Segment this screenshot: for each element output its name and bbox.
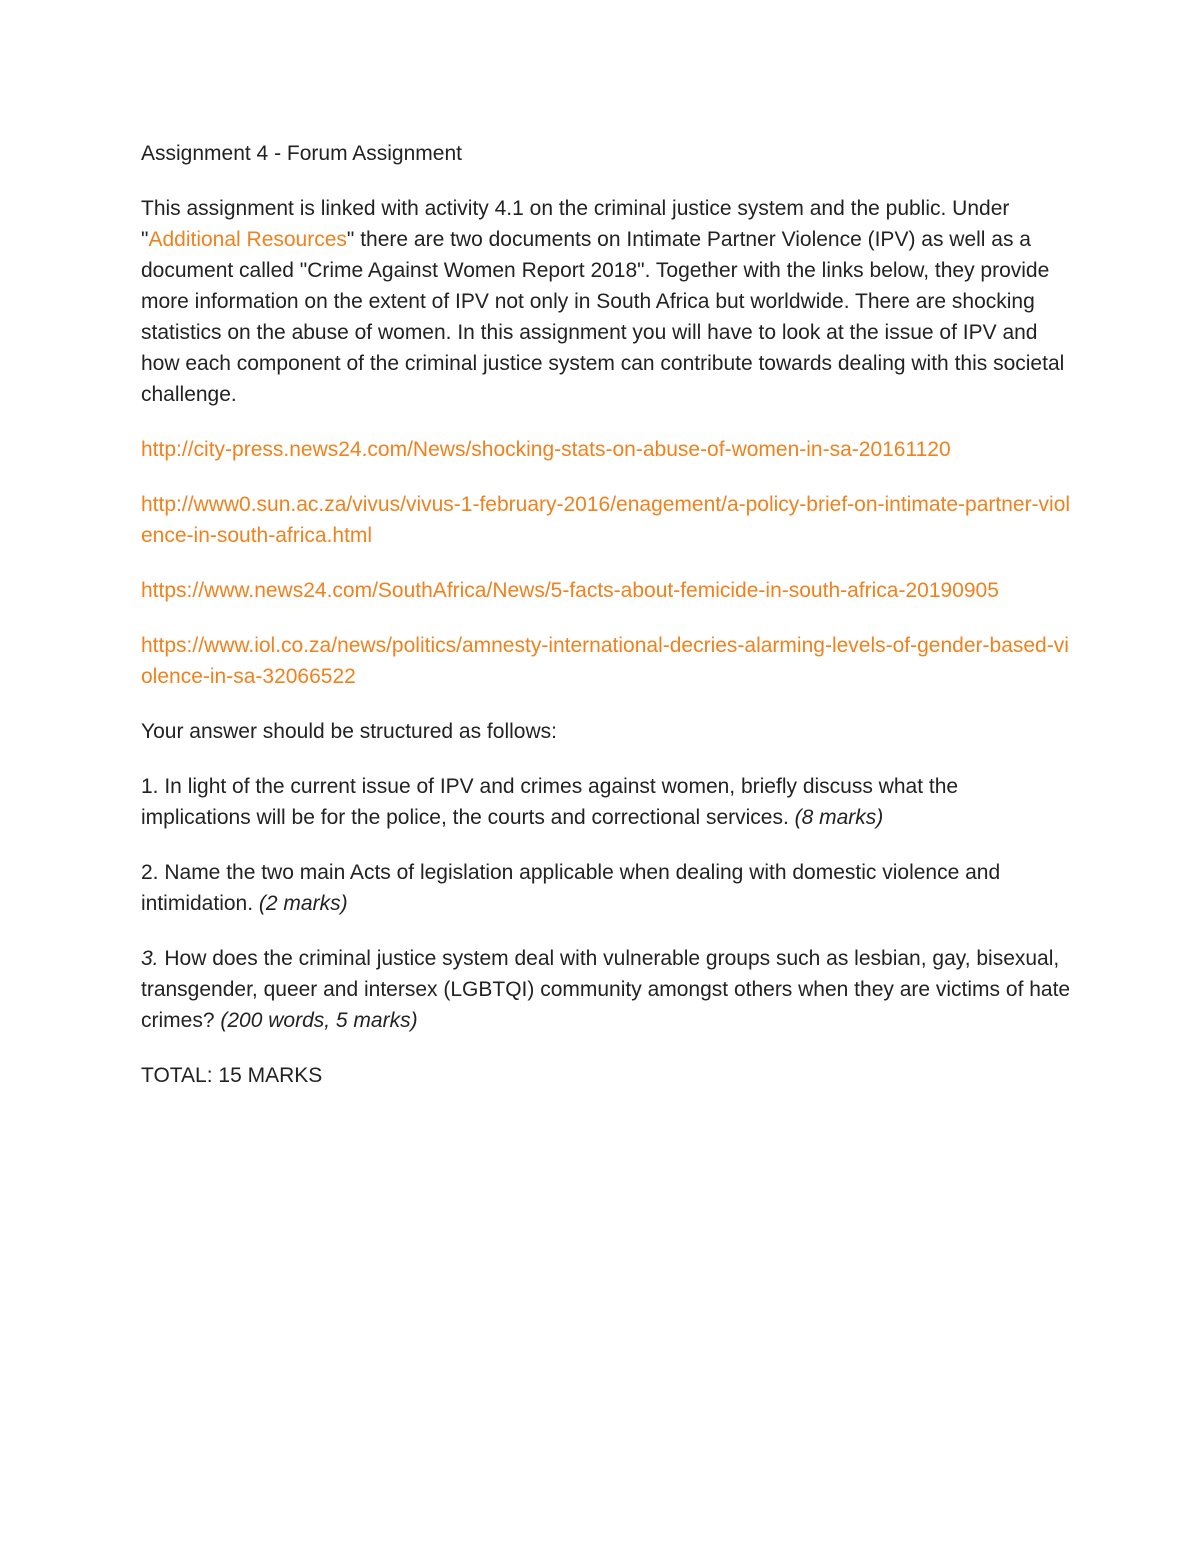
intro-text-part2: " there are two documents on Intimate Partner Violence (IPV) as well as a document called "Crime Against Women Report 2018". Together with the links below, they provide more information on the extent of IPV not only in South Africa but worldwide. There are shocking statistics on the abuse of women. In this assignment you will have to look at the issue of IPV and how each component of the criminal justice system can contribute towards dealing with this societal challenge. [141, 228, 1065, 406]
question-3-marks: (200 words, 5 marks) [220, 1009, 418, 1032]
document-page [141, 138, 1071, 1115]
total-marks: TOTAL: 15 MARKS [141, 1064, 323, 1087]
link-iol[interactable]: https://www.iol.co.za/news/politics/amnesty-international-decries-alarming-levels-of-gender-based-violence-in-sa-32066522 [141, 634, 1069, 688]
link-sun-ac-za[interactable]: http://www0.sun.ac.za/vivus/vivus-1-february-2016/enagement/a-policy-brief-on-intimate-partner-violence-in-south-africa.html [141, 493, 1071, 547]
question-2-marks: (2 marks) [258, 892, 348, 915]
question-1-text: 1. In light of the current issue of IPV and crimes against women, briefly discuss what the implications will be for the police, the courts and correctional services. [141, 775, 959, 829]
document-title: Assignment 4 - Forum Assignment [141, 142, 462, 165]
intro-paragraph [141, 193, 1071, 410]
question-3 [141, 943, 1071, 1036]
question-1-marks: (8 marks) [794, 806, 884, 829]
link-news24[interactable]: https://www.news24.com/SouthAfrica/News/5-facts-about-femicide-in-south-africa-20190905 [141, 579, 999, 602]
question-2 [141, 857, 1071, 919]
intro-text-part1: This assignment is linked with activity 4.1 on the criminal justice system and the public. Under " [141, 197, 1010, 251]
question-3-number: 3. [141, 947, 159, 970]
structure-intro: Your answer should be structured as follows: [141, 720, 557, 743]
question-3-text: How does the criminal justice system deal with vulnerable groups such as lesbian, gay, bisexual, transgender, queer and intersex (LGBTQI) community amongst others when they are victims of hate crimes? [141, 947, 1071, 1032]
question-1 [141, 771, 1071, 833]
additional-resources-link[interactable]: Additional Resources [148, 228, 347, 251]
question-2-text: 2. Name the two main Acts of legislation applicable when dealing with domestic violence and intimidation. [141, 861, 1001, 915]
link-city-press[interactable]: http://city-press.news24.com/News/shocking-stats-on-abuse-of-women-in-sa-20161120 [141, 438, 951, 461]
